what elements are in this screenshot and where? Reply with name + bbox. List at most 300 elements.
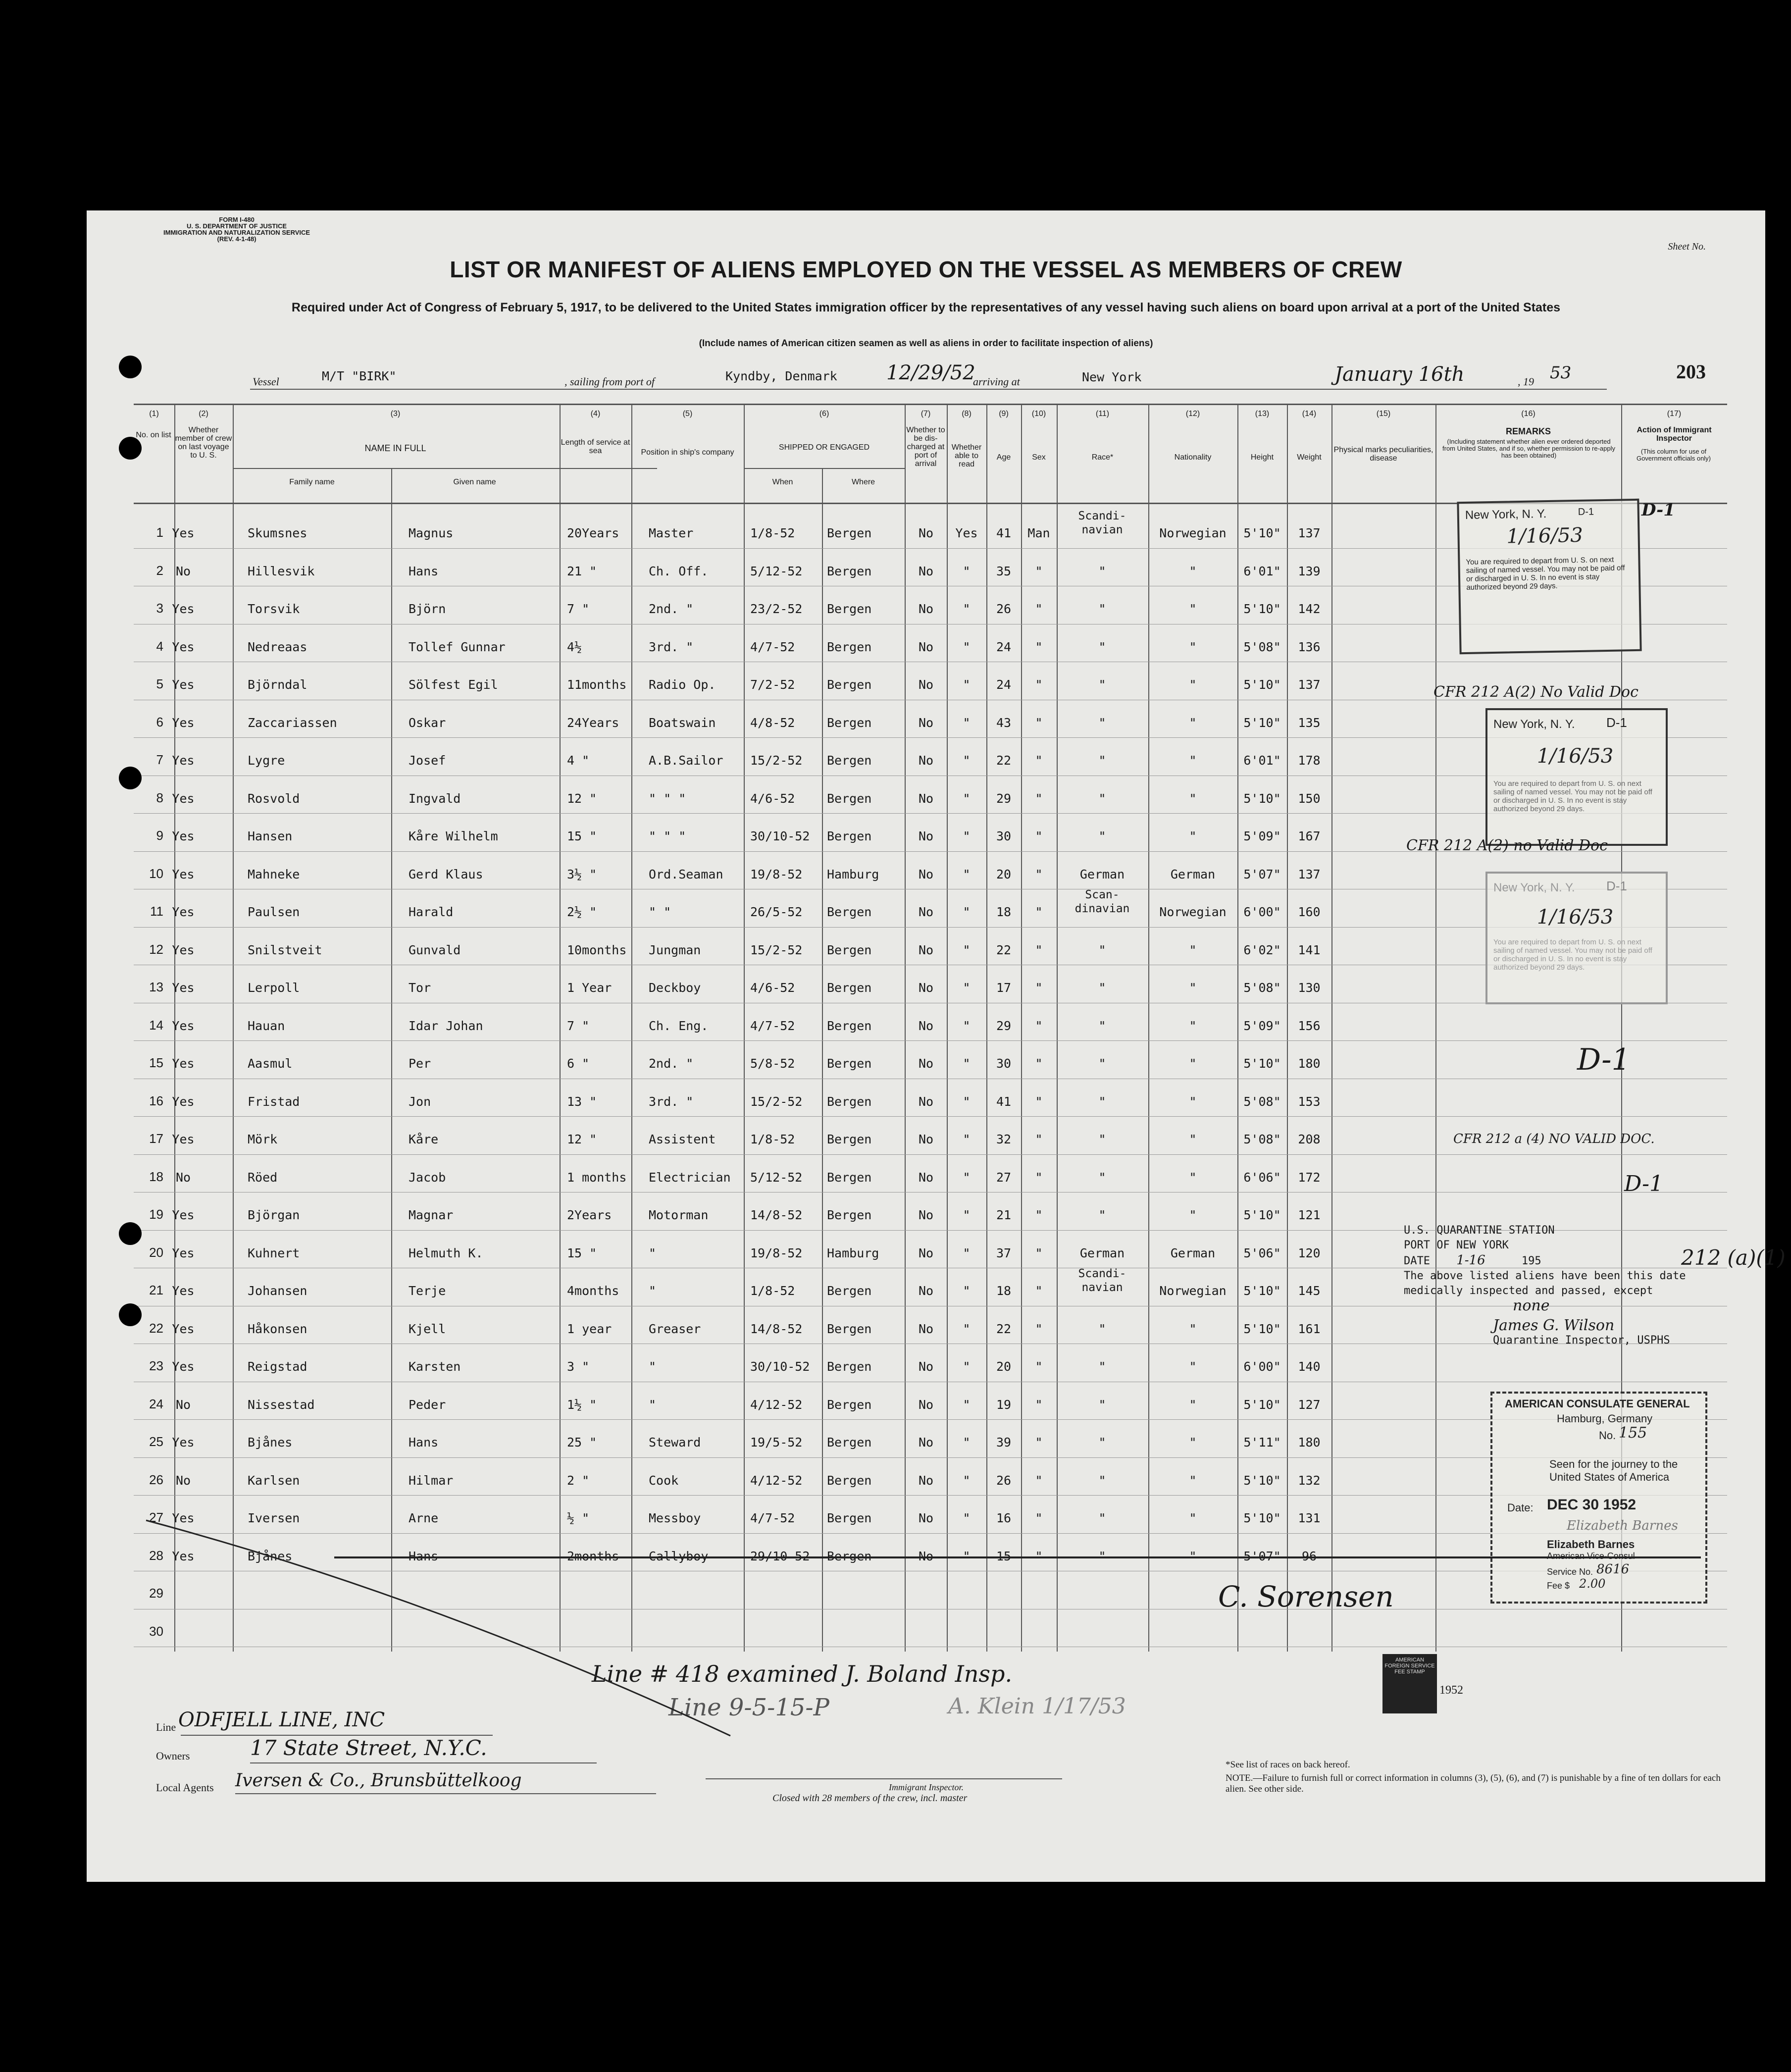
cell-height: 5'10" [1243, 791, 1281, 806]
cell-last: Yes [172, 829, 195, 843]
cell-nat: " [1189, 981, 1197, 995]
cell-when: 4/8-52 [750, 715, 795, 730]
stamp-city: New York, N. Y. [1493, 881, 1575, 894]
cell-nat: " [1189, 1208, 1197, 1222]
cell-disch: No [918, 905, 934, 919]
cell-position: Master [649, 526, 694, 540]
cell-position: Greaser [649, 1321, 701, 1336]
cell-when: 4/6-52 [750, 981, 795, 995]
form-agency: U. S. DEPARTMENT OF JUSTICE [187, 222, 287, 230]
column-number: (17) [1667, 410, 1682, 418]
cell-weight: 161 [1298, 1321, 1321, 1336]
column-number: (6) [819, 410, 829, 418]
cell-age: 41 [996, 1094, 1012, 1109]
cell-race: " [1098, 602, 1106, 616]
cell-sex: " [1035, 1208, 1043, 1222]
cell-age: 37 [996, 1245, 1012, 1260]
cell-height: 5'08" [1243, 981, 1281, 995]
cell-disch: No [918, 715, 934, 730]
cell-family: Lygre [248, 753, 285, 768]
cell-given: Josef [409, 753, 446, 768]
d1-mark-3: D-1 [1624, 1171, 1663, 1196]
cell-read: " [963, 715, 971, 730]
cell-read: " [963, 1473, 971, 1488]
cell-age: 41 [996, 526, 1012, 540]
row-number: 5 [156, 676, 163, 691]
row-number: 29 [149, 1586, 163, 1601]
header-weight: Weight [1297, 453, 1322, 462]
cell-weight: 178 [1298, 753, 1321, 768]
cell-family: Skumsnes [248, 526, 307, 540]
column-number: (3) [390, 410, 401, 418]
row-number: 3 [156, 601, 163, 616]
cell-sex: " [1035, 639, 1043, 654]
cell-family: Mörk [248, 1132, 278, 1146]
column-rule [391, 468, 392, 1652]
cell-service: 15 " [567, 829, 597, 843]
inspector-underline [706, 1778, 1062, 1779]
cell-race: " [1098, 753, 1106, 768]
cell-disch: No [918, 1511, 934, 1525]
cell-where: Bergen [827, 1549, 872, 1563]
cell-family: Nedreaas [248, 639, 307, 654]
cell-given: Jon [409, 1094, 431, 1109]
cell-position: " [649, 1359, 657, 1374]
cell-when: 4/7-52 [750, 1511, 795, 1525]
cell-race: " [1098, 829, 1106, 843]
cell-read: " [963, 1511, 971, 1525]
cell-weight: 141 [1298, 942, 1321, 957]
cell-sex: " [1035, 829, 1043, 843]
cell-when: 19/8-52 [750, 1245, 803, 1260]
cell-last: Yes [172, 1321, 195, 1336]
row-number: 18 [149, 1169, 163, 1184]
cell-sex: " [1035, 564, 1043, 578]
cell-height: 5'08" [1243, 1132, 1281, 1146]
cell-nat: German [1170, 867, 1216, 881]
cell-given: Kåre Wilhelm [409, 829, 498, 843]
form-revision: (REV. 4-1-48) [217, 235, 256, 243]
cell-last: Yes [172, 1245, 195, 1260]
cell-age: 39 [996, 1435, 1012, 1450]
cell-height: 5'09" [1243, 829, 1281, 843]
cell-family: Nissestad [248, 1397, 315, 1412]
cell-age: 43 [996, 715, 1012, 730]
cell-where: Bergen [827, 715, 872, 730]
row-number: 12 [149, 941, 163, 957]
cell-race: " [1098, 639, 1106, 654]
cell-weight: 167 [1298, 829, 1321, 843]
stamp-code: D-1 [1578, 506, 1594, 518]
cell-when: 23/2-52 [750, 602, 803, 616]
d1-mark-2: D-1 [1577, 1042, 1631, 1077]
cell-sex: " [1035, 791, 1043, 806]
cell-nat: " [1189, 1056, 1197, 1071]
cell-service: 7 " [567, 1018, 590, 1033]
cell-where: Bergen [827, 753, 872, 768]
cell-family: Hauan [248, 1018, 285, 1033]
row-number: 23 [149, 1358, 163, 1373]
column-rule [631, 404, 632, 1652]
cell-when: 15/2-52 [750, 753, 803, 768]
row-number: 16 [149, 1093, 163, 1108]
header-physical-marks: Physical marks peculiarities, disease [1333, 446, 1433, 463]
stamp-text: You are required to depart from U. S. on next sailing of named vessel. You may not be paid off or discharged in U. S. In no event is stay authorized beyond 29 days. [1466, 555, 1625, 592]
cell-age: 32 [996, 1132, 1012, 1146]
cell-given: Karsten [409, 1359, 461, 1374]
cell-service: 3 " [567, 1359, 590, 1374]
cell-nat: " [1189, 602, 1197, 616]
cell-weight: 120 [1298, 1245, 1321, 1260]
cell-family: Bjånes [248, 1549, 293, 1563]
cell-position: 2nd. " [649, 1056, 694, 1071]
cell-given: Arne [409, 1511, 439, 1525]
cell-service: 4½ [567, 639, 582, 654]
cell-age: 20 [996, 1359, 1012, 1374]
cell-height: 5'10" [1243, 1321, 1281, 1336]
cell-age: 26 [996, 602, 1012, 616]
cell-read: " [963, 1208, 971, 1222]
cell-last: No [175, 1473, 191, 1488]
cell-position: " [649, 1284, 657, 1298]
agents-underline [235, 1793, 656, 1794]
cell-race: Scan-dinavian [1075, 888, 1130, 915]
cell-sex: " [1035, 1018, 1043, 1033]
cell-where: Bergen [827, 1284, 872, 1298]
cell-when: 4/12-52 [750, 1397, 803, 1412]
departure-port: Kyndby, Denmark [725, 369, 837, 383]
cell-last: Yes [172, 1549, 195, 1563]
cell-disch: No [918, 564, 934, 578]
header-action-sub: (This column for use of Government officials only) [1636, 448, 1711, 462]
column-rule [1148, 404, 1149, 1652]
cell-nat: " [1189, 715, 1197, 730]
quarantine-stamp [1404, 1223, 1701, 1348]
column-number: (15) [1376, 410, 1391, 418]
cell-sex: " [1035, 1170, 1043, 1185]
local-agents-value: Iversen & Co., Brunsbüttelkoog [235, 1770, 522, 1791]
cell-race: " [1098, 1170, 1106, 1185]
cell-height: 6'01" [1243, 564, 1281, 578]
year-prefix: , 19 [1518, 375, 1534, 388]
consulate-no-label: No. [1599, 1429, 1616, 1442]
header-last-voyage: Whether member of crew on last voyage to U. S. [175, 426, 232, 460]
cell-given: Terje [409, 1284, 446, 1298]
cell-height: 5'10" [1243, 1056, 1281, 1071]
quarantine-role: Quarantine Inspector, USPHS [1493, 1334, 1670, 1347]
cell-nat: " [1189, 1321, 1197, 1336]
cell-last: Yes [172, 1094, 195, 1109]
cell-given: Peder [409, 1397, 446, 1412]
manifest-sheet [87, 210, 1786, 1882]
cell-family: Hillesvik [248, 564, 315, 578]
cell-nat: " [1189, 753, 1197, 768]
cell-position: Boatswain [649, 715, 716, 730]
cell-age: 29 [996, 1018, 1012, 1033]
cell-weight: 132 [1298, 1473, 1321, 1488]
cell-race: " [1098, 1549, 1106, 1563]
quarantine-except: none [1513, 1297, 1550, 1314]
cell-service: 1½ " [567, 1397, 597, 1412]
fee-stamp-year: 1952 [1439, 1684, 1463, 1697]
cell-where: Bergen [827, 1170, 872, 1185]
cell-disch: No [918, 1321, 934, 1336]
cell-height: 5'10" [1243, 1473, 1281, 1488]
vessel-name: M/T "BIRK" [322, 369, 397, 383]
cell-family: Fristad [248, 1094, 300, 1109]
cell-weight: 139 [1298, 564, 1321, 578]
cell-disch: No [918, 1056, 934, 1071]
cell-read: " [963, 1359, 971, 1374]
cell-last: No [175, 1397, 191, 1412]
row-rule [134, 1116, 1727, 1117]
cell-weight: 137 [1298, 677, 1321, 692]
column-number: (4) [590, 410, 601, 418]
cell-last: No [175, 1170, 191, 1185]
cell-sex: " [1035, 1511, 1043, 1525]
row-number: 2 [156, 563, 163, 578]
quarantine-port: PORT OF NEW YORK [1404, 1239, 1509, 1251]
cell-last: Yes [172, 1435, 195, 1450]
cell-read: " [963, 981, 971, 995]
cell-given: Hans [409, 1549, 439, 1563]
header-remarks-sub: (Including statement whether alien ever ordered deported from United States, and if so, whether permission to re-apply has been obtained) [1442, 438, 1615, 459]
cell-disch: No [918, 1132, 934, 1146]
cell-family: Reigstad [248, 1359, 307, 1374]
consulate-stamp [1490, 1392, 1707, 1604]
row-number: 1 [156, 525, 163, 540]
cell-last: No [175, 564, 191, 578]
cell-position: " " [649, 905, 671, 919]
header-nationality: Nationality [1174, 453, 1212, 462]
cell-race: " [1098, 1435, 1106, 1450]
cell-last: Yes [172, 1511, 195, 1525]
binder-hole [119, 1222, 142, 1245]
cell-where: Hamburg [827, 867, 879, 881]
column-number: (10) [1031, 410, 1046, 418]
cell-disch: No [918, 1245, 934, 1260]
stamp-text: You are required to depart from U. S. on next sailing of named vessel. You may not be paid off or discharged in U. S. In no event is stay authorized beyond 29 days. [1493, 938, 1652, 972]
cell-where: Bergen [827, 564, 872, 578]
cell-nat: " [1189, 677, 1197, 692]
row-number: 13 [149, 980, 163, 994]
cell-family: Mahneke [248, 867, 300, 881]
cell-when: 15/2-52 [750, 942, 803, 957]
cell-height: 5'06" [1243, 1245, 1281, 1260]
form-note: (Include names of American citizen seamen as well as aliens in order to facilitate inspection of aliens) [699, 338, 1153, 349]
cell-nat: " [1189, 1473, 1197, 1488]
cell-race: " [1098, 715, 1106, 730]
row-number: 8 [156, 790, 163, 805]
cell-position: Cook [649, 1473, 679, 1488]
cell-family: Röed [248, 1170, 278, 1185]
cell-last: Yes [172, 942, 195, 957]
consulate-date: DEC 30 1952 [1547, 1497, 1637, 1513]
cell-read: " [963, 1397, 971, 1412]
binder-hole [119, 1303, 142, 1326]
cell-age: 18 [996, 905, 1012, 919]
cell-read: " [963, 1321, 971, 1336]
cell-race: " [1098, 1397, 1106, 1412]
column-rule [233, 404, 234, 1652]
owners-label: Owners [156, 1750, 190, 1762]
vessel-label: Vessel [253, 375, 279, 388]
cell-weight: 136 [1298, 639, 1321, 654]
cell-age: 30 [996, 1056, 1012, 1071]
cell-race: " [1098, 1359, 1106, 1374]
cell-position: 2nd. " [649, 602, 694, 616]
row-number: 30 [149, 1623, 163, 1639]
cell-where: Bergen [827, 1473, 872, 1488]
cell-where: Bergen [827, 1321, 872, 1336]
cell-race: " [1098, 677, 1106, 692]
cell-service: 15 " [567, 1245, 597, 1260]
cell-sex: " [1035, 1056, 1043, 1071]
cell-when: 19/8-52 [750, 867, 803, 881]
cell-service: 6 " [567, 1056, 590, 1071]
cell-where: Bergen [827, 1018, 872, 1033]
cell-last: Yes [172, 753, 195, 768]
cell-given: Sölfest Egil [409, 677, 498, 692]
fee-stamp [1382, 1654, 1437, 1713]
header-rule [134, 404, 1727, 405]
row-number: 28 [149, 1548, 163, 1563]
cell-disch: No [918, 942, 934, 957]
fee-label: Fee $ [1547, 1581, 1570, 1591]
cell-last: Yes [172, 1284, 195, 1298]
cell-where: Bergen [827, 1397, 872, 1412]
quarantine-year: 195 [1521, 1255, 1541, 1267]
row-number: 7 [156, 752, 163, 767]
quarantine-title: U.S. QUARANTINE STATION [1404, 1224, 1555, 1237]
cell-disch: No [918, 1018, 934, 1033]
row-number: 15 [149, 1055, 163, 1070]
cell-weight: 130 [1298, 981, 1321, 995]
cell-read: " [963, 791, 971, 806]
cell-service: 2months [567, 1549, 619, 1563]
cell-family: Lerpoll [248, 981, 300, 995]
consulate-date-label: Date: [1507, 1502, 1534, 1514]
line-label: Line [156, 1721, 176, 1733]
cell-last: Yes [172, 1056, 195, 1071]
stamp-date: 1/16/53 [1506, 523, 1584, 548]
cell-where: Bergen [827, 1132, 872, 1146]
cell-disch: No [918, 867, 934, 881]
cell-race: " [1098, 981, 1106, 995]
cell-age: 29 [996, 791, 1012, 806]
cell-weight: 137 [1298, 526, 1321, 540]
cell-given: Gerd Klaus [409, 867, 483, 881]
row-number: 4 [156, 638, 163, 654]
column-number: (9) [999, 410, 1009, 418]
row-rule [134, 1040, 1727, 1041]
cell-family: Zaccariassen [248, 715, 337, 730]
cell-family: Håkonsen [248, 1321, 307, 1336]
cell-age: 20 [996, 867, 1012, 881]
cell-height: 5'10" [1243, 677, 1281, 692]
cell-race: " [1098, 1208, 1106, 1222]
fee-stamp-text: AMERICAN FOREIGN SERVICE FEE STAMP [1384, 1657, 1435, 1675]
cell-nat: " [1189, 791, 1197, 806]
cell-weight: 180 [1298, 1056, 1321, 1071]
cell-sex: " [1035, 677, 1043, 692]
cell-given: Hans [409, 1435, 439, 1450]
cfr-note-2: CFR 212 A(2) no Valid Doc [1406, 837, 1608, 854]
arriving-label: arriving at [973, 375, 1020, 388]
cell-sex: " [1035, 981, 1043, 995]
cell-weight: 131 [1298, 1511, 1321, 1525]
row-number: 14 [149, 1017, 163, 1033]
fee-value: 2.00 [1579, 1577, 1606, 1591]
cell-read: " [963, 1132, 971, 1146]
cell-sex: " [1035, 1473, 1043, 1488]
cell-position: Ch. Eng. [649, 1018, 709, 1033]
cell-position: 3rd. " [649, 1094, 694, 1109]
cell-service: 12 " [567, 1132, 597, 1146]
page-number: 203 [1676, 361, 1706, 383]
cell-when: 14/8-52 [750, 1321, 803, 1336]
cell-where: Bergen [827, 639, 872, 654]
arrival-date: January 16th [1334, 363, 1465, 386]
row-number: 26 [149, 1472, 163, 1487]
binder-hole [119, 356, 142, 378]
cell-race: German [1079, 1245, 1125, 1260]
cell-given: Magnar [409, 1208, 454, 1222]
cell-where: Bergen [827, 526, 872, 540]
cell-race: " [1098, 791, 1106, 806]
header-given-name: Given name [453, 478, 496, 486]
cell-given: Harald [409, 905, 454, 919]
cell-nat: " [1189, 1094, 1197, 1109]
cell-service: 13 " [567, 1094, 597, 1109]
cell-sex: " [1035, 1284, 1043, 1298]
cell-when: 14/8-52 [750, 1208, 803, 1222]
arrival-port: New York [1082, 370, 1142, 384]
cell-height: 5'07" [1243, 867, 1281, 881]
cell-family: Kuhnert [248, 1245, 300, 1260]
cell-service: 1 year [567, 1321, 612, 1336]
cell-weight: 127 [1298, 1397, 1321, 1412]
cell-position: " [649, 1245, 657, 1260]
cell-weight: 180 [1298, 1435, 1321, 1450]
cell-weight: 96 [1301, 1549, 1317, 1563]
cell-height: 6'00" [1243, 905, 1281, 919]
cell-when: 30/10-52 [750, 1359, 810, 1374]
cell-height: 6'02" [1243, 942, 1281, 957]
cell-height: 6'01" [1243, 753, 1281, 768]
cell-nat: " [1189, 1132, 1197, 1146]
cell-height: 5'11" [1243, 1435, 1281, 1450]
cell-read: Yes [955, 526, 978, 540]
cell-service: 2Years [567, 1208, 612, 1222]
cell-read: " [963, 677, 971, 692]
cell-weight: 135 [1298, 715, 1321, 730]
cell-when: 5/8-52 [750, 1056, 795, 1071]
cfr-note-3: CFR 212 a (4) NO VALID DOC. [1453, 1132, 1655, 1146]
cell-family: Paulsen [248, 905, 300, 919]
arrival-year: 53 [1550, 363, 1572, 383]
cell-height: 6'06" [1243, 1170, 1281, 1185]
service-no: 8616 [1596, 1562, 1630, 1577]
cell-height: 5'07" [1243, 1549, 1281, 1563]
row-number: 24 [149, 1396, 163, 1411]
header-length-service: Length of service at sea [561, 438, 630, 455]
column-number: (13) [1255, 410, 1270, 418]
cell-sex: " [1035, 715, 1043, 730]
departure-date: 12/29/52 [886, 362, 975, 384]
cell-position: Assistent [649, 1132, 716, 1146]
cell-nat: German [1170, 1245, 1216, 1260]
